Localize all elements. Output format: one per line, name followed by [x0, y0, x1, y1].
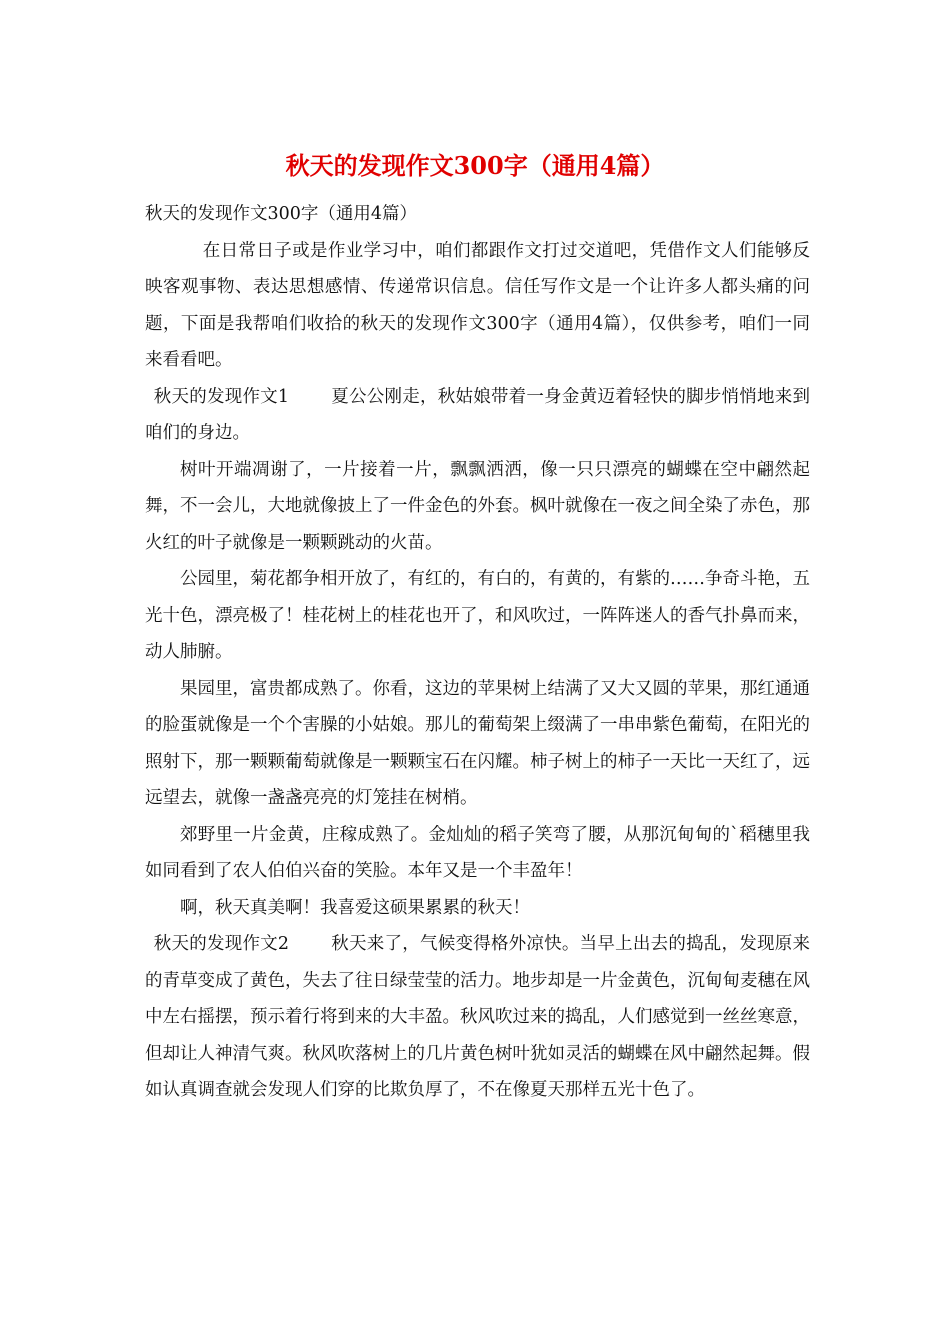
essay-2-heading: 秋天的发现作文2	[153, 934, 290, 954]
essay-1-paragraph: 树叶开端凋谢了，一片接着一片，飘飘洒洒，像一只只漂亮的蝴蝶在空中翩然起舞，不一会儿，大地就像披上了一件金色的外套。枫叶就像在一夜之间全染了赤色，那火红的叶子就像是一颗颗跳动的火苗。	[145, 459, 810, 553]
essay-1-opening	[145, 379, 810, 452]
intro-paragraph: 在日常日子或是作业学习中，咱们都跟作文打过交道吧，凭借作文人们能够反映客观事物、表达思想感情、传递常识信息。信任写作文是一个让许多人都头痛的问题，下面是我帮咱们收拾的秋天的发现作文300字（通用4篇），仅供参考，咱们一同来看看吧。	[145, 240, 810, 370]
essay-1-paragraph: 啊，秋天真美啊！我喜爱这硕果累累的秋天！	[180, 897, 530, 918]
page-title: 秋天的发现作文300字（通用4篇）	[285, 151, 665, 180]
essay-2-first-paragraph: 秋天来了，气候变得格外凉快。当早上出去的捣乱，发现原来的青草变成了黄色，失去了往日绿莹莹的活力。地步却是一片金黄色，沉甸甸麦穗在风中左右摇摆，预示着行将到来的大丰盈。秋风吹过来的捣乱，人们感觉到一丝丝寒意，但却让人神清气爽。秋风吹落树上的几片黄色树叶犹如灵活的蝴蝶在风中翩然起舞。假如认真调查就会发现人们穿的比欺负厚了，不在像夏天那样五光十色了。	[145, 934, 811, 1100]
essay-1-paragraph: 郊野里一片金黄，庄稼成熟了。金灿灿的稻子笑弯了腰，从那沉甸甸的`稻穗里我如同看到了农人伯伯兴奋的笑脸。本年又是一个丰盈年！	[145, 824, 810, 881]
document-body	[145, 196, 810, 1109]
essay-1-paragraph: 果园里，富贵都成熟了。你看，这边的苹果树上结满了又大又圆的苹果，那红通通的脸蛋就像是一个个害臊的小姑娘。那儿的葡萄架上缀满了一串串紫色葡萄，在阳光的照射下，那一颗颗葡萄就像是一颗颗宝石在闪耀。柿子树上的柿子一天比一天红了，远远望去，就像一盏盏亮亮的灯笼挂在树梢。	[145, 678, 810, 808]
essay-2-opening	[145, 926, 810, 1109]
essay-1-first-paragraph: 夏公公刚走，秋姑娘带着一身金黄迈着轻快的脚步悄悄地来到咱们的身边。	[145, 386, 811, 443]
essay-1-paragraph: 公园里，菊花都争相开放了，有红的，有白的，有黄的，有紫的……争奇斗艳，五光十色，漂亮极了！桂花树上的桂花也开了，和风吹过，一阵阵迷人的香气扑鼻而来，动人肺腑。	[145, 569, 810, 662]
essay-1-heading: 秋天的发现作文1	[153, 386, 290, 407]
document-subtitle: 秋天的发现作文300字（通用4篇）	[145, 204, 418, 224]
